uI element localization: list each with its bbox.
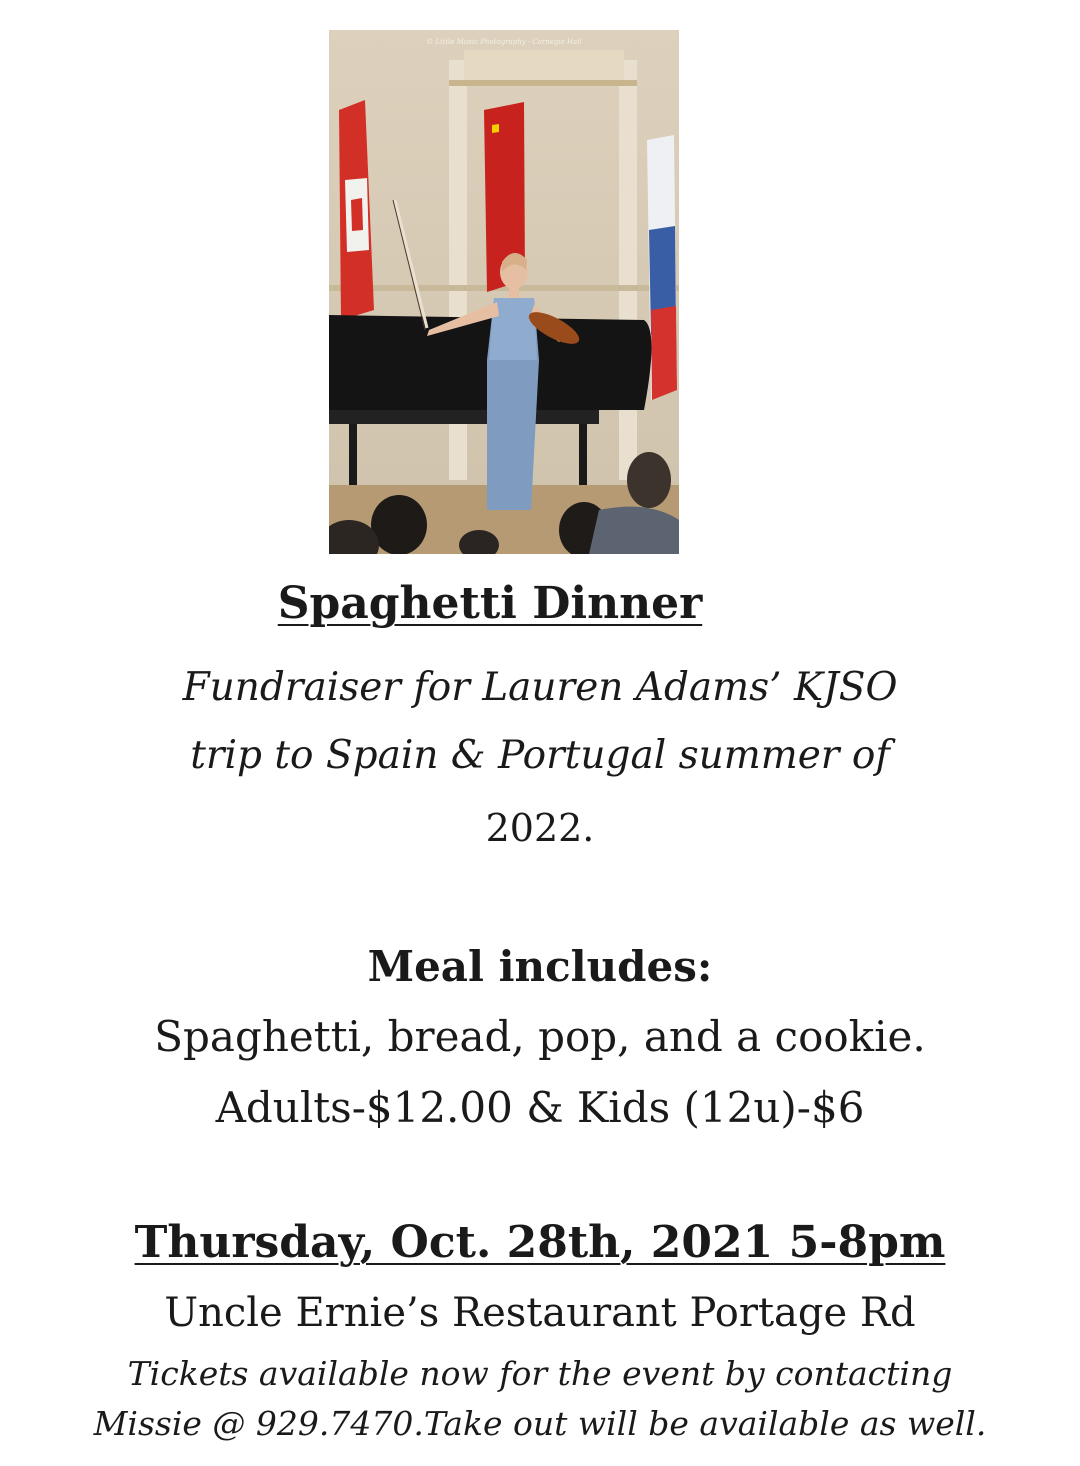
meal-items: Spaghetti, bread, pop, and a cookie. (154, 1012, 926, 1061)
event-date-time: Thursday, Oct. 28th, 2021 5-8pm (134, 1217, 946, 1268)
meal-heading: Meal includes: (367, 942, 713, 991)
concert-stage-image (329, 30, 679, 554)
violinist-photo (329, 30, 679, 554)
fundraiser-line-1: Fundraiser for Lauren Adams’ KJSO (182, 665, 898, 710)
fundraiser-year: 2022. (485, 806, 595, 850)
tickets-info-line-2: Missie @ 929.7470.Take out will be available as well. (93, 1404, 987, 1443)
fundraiser-line-2: trip to Spain & Portugal summer of (190, 733, 890, 778)
photo-watermark: © Little Music Photography · Carnegie Hall (426, 38, 582, 46)
event-title: Spaghetti Dinner (277, 578, 703, 629)
event-venue: Uncle Ernie’s Restaurant Portage Rd (164, 1290, 916, 1336)
meal-prices: Adults-$12.00 & Kids (12u)-$6 (215, 1083, 865, 1132)
tickets-info-line-1: Tickets available now for the event by contacting (127, 1354, 953, 1393)
